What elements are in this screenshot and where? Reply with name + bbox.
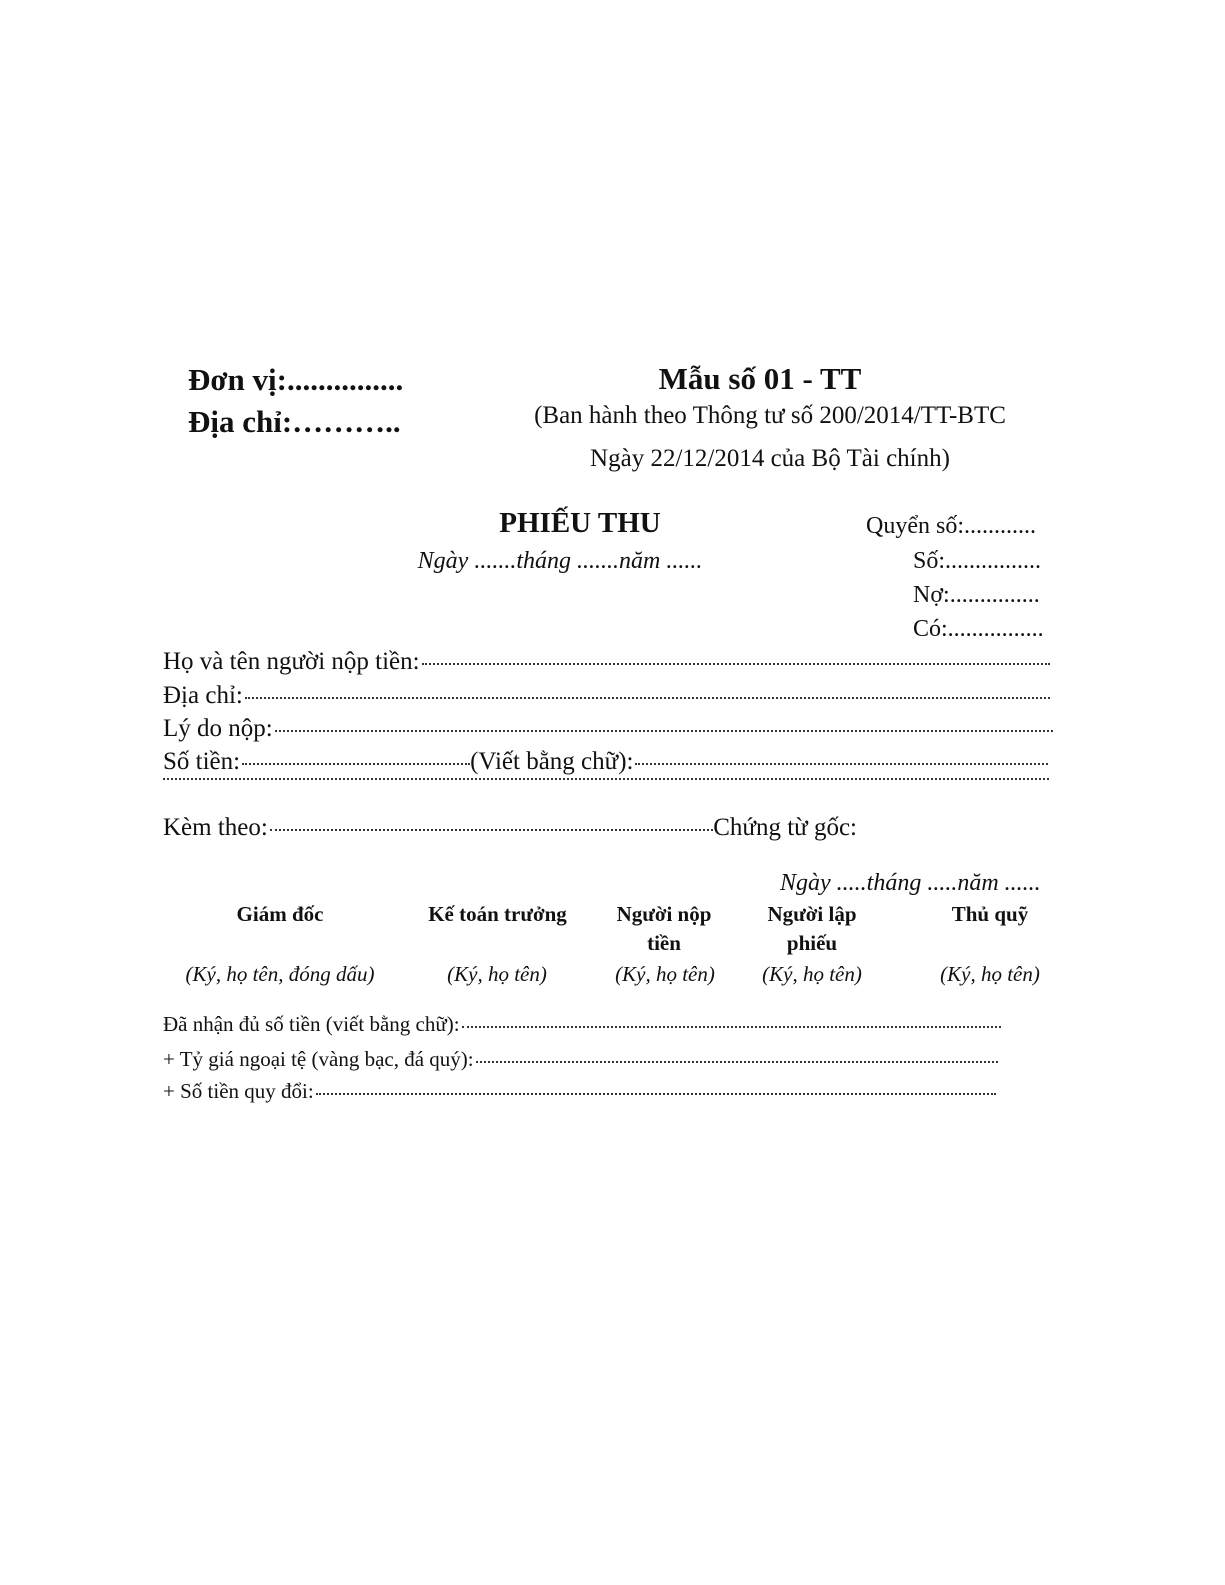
reason-blank bbox=[275, 730, 1053, 732]
converted-amount-blank bbox=[316, 1093, 996, 1095]
amount-label: Số tiền: bbox=[163, 748, 241, 775]
address-label: Địa chỉ:……….. bbox=[188, 404, 401, 439]
signature-note-payer: (Ký, họ tên) bbox=[615, 962, 715, 986]
debit-field: Nợ:............... bbox=[913, 582, 1040, 608]
converted-amount-line bbox=[163, 1079, 996, 1104]
received-amount-label: Đã nhận đủ số tiền (viết bằng chữ): bbox=[163, 1012, 460, 1036]
exchange-rate-line bbox=[163, 1047, 998, 1072]
address-blank bbox=[245, 697, 1050, 699]
document-title: PHIẾU THU bbox=[499, 507, 661, 539]
reason-line bbox=[163, 715, 1053, 743]
signature-title: Người nộp bbox=[616, 902, 712, 926]
exchange-rate-blank bbox=[476, 1061, 998, 1063]
address-field-label: Địa chỉ: bbox=[163, 682, 243, 709]
signature-title: Giám đốc bbox=[236, 902, 324, 926]
signature-column-preparer bbox=[752, 900, 872, 958]
received-amount-blank bbox=[462, 1026, 1001, 1028]
received-amount-line bbox=[163, 1012, 1001, 1037]
amount-words-label: (Viết bằng chữ): bbox=[470, 748, 634, 775]
original-docs-label: Chứng từ gốc: bbox=[713, 814, 857, 841]
amount-blank bbox=[242, 763, 470, 765]
signature-note-director: (Ký, họ tên, đóng dấu) bbox=[185, 962, 375, 986]
amount-line bbox=[163, 748, 1048, 776]
book-number-field: Quyển số:............ bbox=[866, 513, 1036, 539]
signature-title-cont: tiền bbox=[647, 931, 681, 955]
payer-name-blank bbox=[422, 663, 1050, 665]
title-date-line: Ngày .......tháng .......năm ...... bbox=[417, 548, 703, 574]
signature-column-chief-accountant bbox=[405, 900, 590, 929]
signature-note-chief-accountant: (Ký, họ tên) bbox=[447, 962, 547, 986]
signature-title-cont: phiếu bbox=[786, 931, 838, 955]
signature-title: Thủ quỹ bbox=[951, 902, 1029, 926]
signature-title: Kế toán trưởng bbox=[428, 902, 567, 926]
receipt-number-field: Số:................ bbox=[913, 548, 1042, 574]
converted-amount-label: + Số tiền quy đổi: bbox=[163, 1079, 314, 1103]
signature-date-line: Ngày .....tháng .....năm ...... bbox=[780, 870, 1041, 896]
signature-note-cashier: (Ký, họ tên) bbox=[940, 962, 1040, 986]
amount-words-continued-line bbox=[163, 782, 1049, 784]
signature-note-preparer: (Ký, họ tên) bbox=[762, 962, 862, 986]
form-number: Mẫu số 01 - TT bbox=[658, 361, 862, 396]
signature-title: Người lập bbox=[767, 902, 857, 926]
attached-label: Kèm theo: bbox=[163, 814, 268, 841]
exchange-rate-label: + Tỷ giá ngoại tệ (vàng bạc, đá quý): bbox=[163, 1047, 474, 1071]
signature-column-director bbox=[205, 900, 355, 929]
reason-label: Lý do nộp: bbox=[163, 715, 273, 742]
signature-column-payer bbox=[604, 900, 724, 958]
amount-words-continued-blank bbox=[163, 778, 1049, 780]
address-line bbox=[163, 682, 1050, 710]
attached-line bbox=[163, 814, 857, 842]
issued-line-1: (Ban hành theo Thông tư số 200/2014/TT-BTC bbox=[534, 402, 1006, 429]
payer-name-label: Họ và tên người nộp tiền: bbox=[163, 648, 420, 675]
credit-field: Có:................ bbox=[913, 616, 1044, 642]
issued-line-2: Ngày 22/12/2014 của Bộ Tài chính) bbox=[590, 445, 950, 472]
payer-name-line bbox=[163, 648, 1050, 676]
attached-blank bbox=[270, 829, 713, 831]
signature-column-cashier bbox=[930, 900, 1050, 929]
amount-words-blank bbox=[635, 763, 1048, 765]
unit-label: Đơn vị:............... bbox=[188, 362, 404, 397]
